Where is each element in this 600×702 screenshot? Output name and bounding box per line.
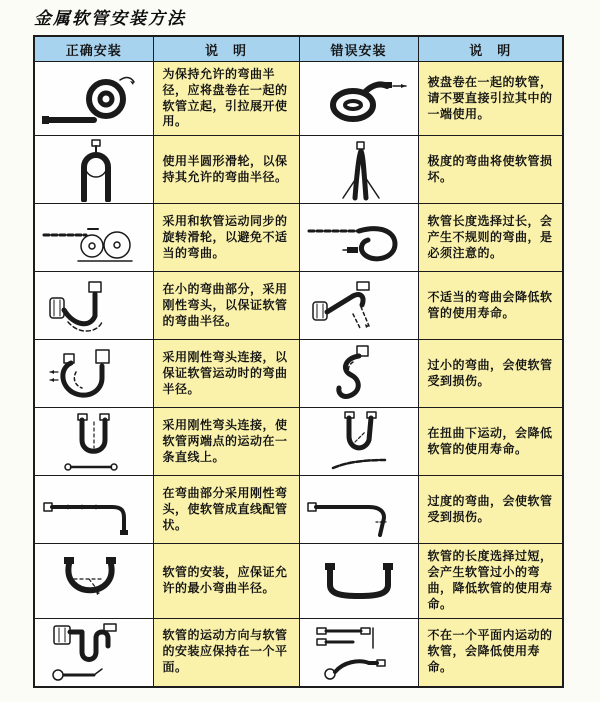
correct-description: 在弯曲部分采用刚性弯头，使软管成直线配管状。	[153, 476, 299, 544]
table-row	[34, 618, 563, 687]
correct-description: 软管的运动方向与软管的安装应保持在一个平面。	[153, 618, 299, 687]
wrong-illustration	[299, 618, 418, 687]
header-description-1: 说 明	[153, 36, 299, 62]
page-title: 金属软管安装方法	[34, 9, 186, 28]
header-correct-install: 正确安装	[34, 36, 153, 62]
table-row	[34, 544, 563, 618]
table-row	[34, 408, 563, 476]
table-row	[34, 272, 563, 340]
wrong-description: 软管长度选择过长，会产生不规则的弯曲，是必须注意的。	[418, 204, 563, 272]
wrong-description: 软管的长度选择过短，会产生软管过小的弯曲，降低软管的使用寿命。	[418, 544, 563, 618]
wrong-description: 过小的弯曲，会使软管受到损伤。	[418, 340, 563, 408]
table-row	[34, 340, 563, 408]
correct-illustration	[34, 618, 153, 687]
correct-description: 采用和软管运动同步的旋转滑轮，以避免不适当的弯曲。	[153, 204, 299, 272]
wrong-description: 在扭曲下运动，会降低软管的使用寿命。	[418, 408, 563, 476]
rigid-elbow-at-small-bend-icon	[38, 274, 150, 338]
wrong-description: 极度的弯曲将使软管损坏。	[418, 136, 563, 204]
correct-description: 使用半圆形滑轮，以保持其允许的弯曲半径。	[153, 136, 299, 204]
wrong-illustration	[299, 204, 418, 272]
correct-illustration	[34, 340, 153, 408]
correct-description: 采用刚性弯头连接，使软管两端点的运动在一条直线上。	[153, 408, 299, 476]
u-loop-moving-under-torsion-icon	[303, 410, 415, 474]
wrong-illustration	[299, 136, 418, 204]
wrong-illustration	[299, 476, 418, 544]
header-wrong-install: 错误安装	[299, 36, 418, 62]
correct-description: 采用刚性弯头连接，以保证软管运动时的弯曲半径。	[153, 340, 299, 408]
wide-u-minimum-bend-radius-icon	[38, 549, 150, 613]
table-row	[34, 62, 563, 136]
improper-sharp-bend-at-fitting-icon	[303, 274, 415, 338]
header-row	[34, 36, 563, 62]
rigid-elbow-connection-u-loop-icon	[38, 342, 150, 406]
correct-illustration	[34, 62, 153, 136]
correct-description: 为保持允许的弯曲半径，应将盘卷在一起的软管立起，引拉展开使用。	[153, 62, 299, 136]
wrong-illustration	[299, 62, 418, 136]
hose-with-rotating-pulleys-icon	[38, 207, 150, 269]
correct-illustration	[34, 204, 153, 272]
wrong-description: 不在一个平面内运动的软管，会降低使用寿命。	[418, 618, 563, 687]
correct-description: 在小的弯曲部分，采用刚性弯头，以保证软管的弯曲半径。	[153, 272, 299, 340]
coiled-hose-pulled-end-icon	[303, 68, 415, 130]
u-loop-ends-move-in-line-icon	[38, 410, 150, 474]
straight-run-overbent-corner-icon	[303, 478, 415, 542]
straight-run-with-rigid-elbow-icon	[38, 478, 150, 542]
correct-illustration	[34, 272, 153, 340]
wrong-description: 被盘卷在一起的软管，请不要直接引拉其中的一端使用。	[418, 62, 563, 136]
hose-installation-table	[33, 35, 564, 688]
hose-extreme-sharp-bend-icon	[303, 138, 415, 202]
table-row	[34, 136, 563, 204]
hose-too-long-irregular-loop-icon	[303, 207, 415, 269]
hose-too-short-flat-u-icon	[303, 549, 415, 613]
s-trap-motion-in-one-plane-icon	[38, 620, 150, 684]
hose-on-semicircular-pulley-icon	[38, 138, 150, 202]
wrong-illustration	[299, 408, 418, 476]
wrong-illustration	[299, 272, 418, 340]
correct-illustration	[34, 544, 153, 618]
correct-illustration	[34, 476, 153, 544]
wrong-description: 不适当的弯曲会降低软管的使用寿命。	[418, 272, 563, 340]
correct-illustration	[34, 136, 153, 204]
hose-bend-too-small-hook-icon	[303, 342, 415, 406]
coiled-hose-standing-icon	[38, 68, 150, 130]
wrong-illustration	[299, 340, 418, 408]
table-row	[34, 476, 563, 544]
correct-description: 软管的安装，应保证允许的最小弯曲半径。	[153, 544, 299, 618]
wrong-illustration	[299, 544, 418, 618]
table-row	[34, 204, 563, 272]
header-description-2: 说 明	[418, 36, 563, 62]
correct-illustration	[34, 408, 153, 476]
motion-out-of-plane-icon	[303, 620, 415, 684]
wrong-description: 过度的弯曲，会使软管受到损伤。	[418, 476, 563, 544]
